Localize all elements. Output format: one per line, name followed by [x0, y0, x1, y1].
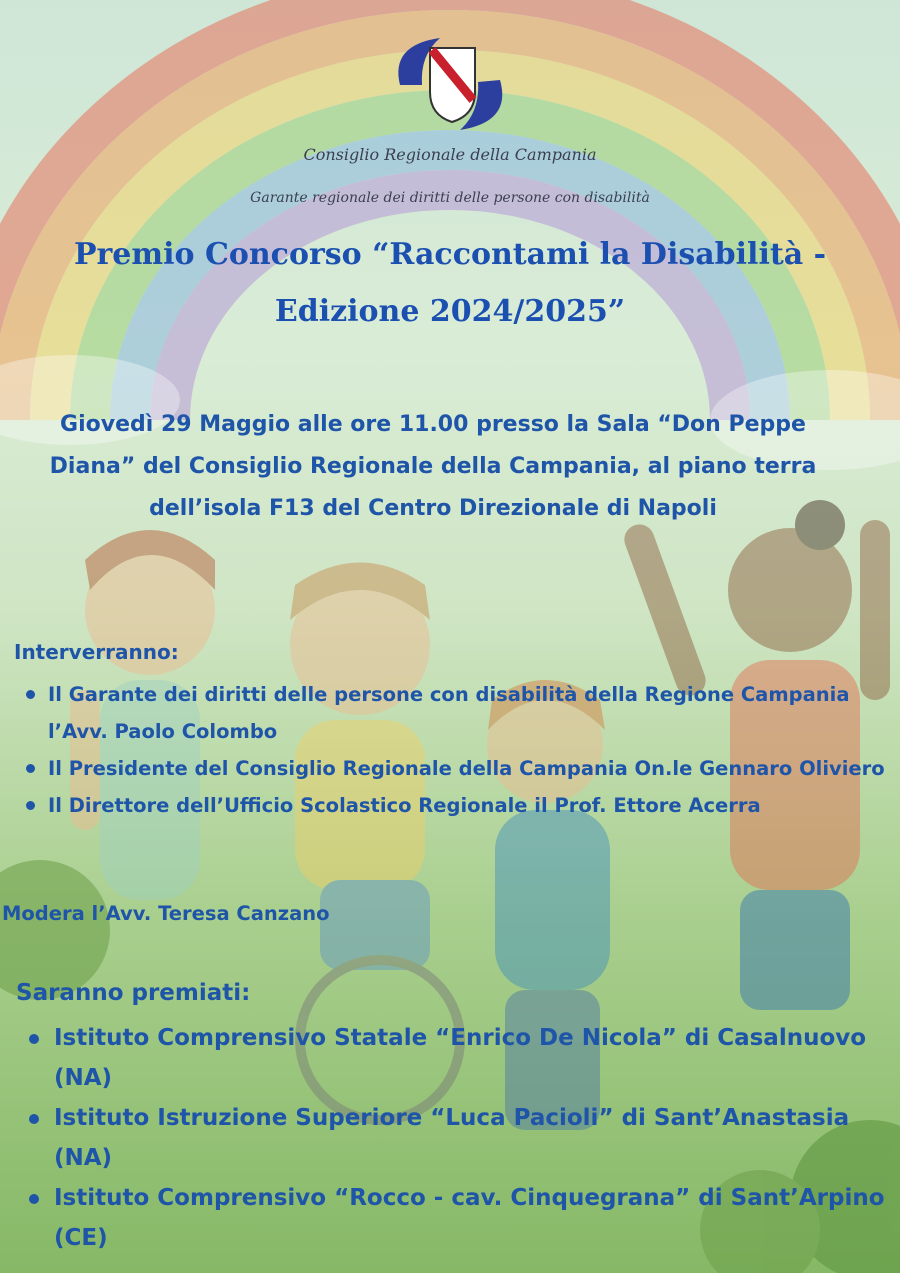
speaker-item: Il Presidente del Consiglio Regionale della Campania On.le Gennaro Oliviero — [22, 750, 892, 787]
campania-region-emblem — [380, 30, 520, 135]
event-title: Premio Concorso “Raccontami la Disabilità - Edizione 2024/2025” — [73, 237, 827, 329]
speaker-item: Il Garante dei diritti delle persone con disabilità della Regione Campania l’Avv. Paolo Colombo — [22, 676, 892, 750]
awards-heading: Saranno premiati: — [16, 980, 251, 1006]
event-details: Giovedì 29 Maggio alle ore 11.00 presso la Sala “Don Peppe Diana” del Consiglio Regionale della Campania, al piano terra dell’isola F13 del Centro Direzionale di Napoli — [49, 412, 817, 521]
award-item: Istituto Comprensivo “Rocco - cav. Cinquegrana” di Sant’Arpino (CE) — [26, 1178, 886, 1258]
org-name: Consiglio Regionale della Campania — [303, 145, 597, 164]
speaker-item: Il Direttore dell’Ufficio Scolastico Regionale il Prof. Ettore Acerra — [22, 787, 892, 824]
awards-list — [26, 1018, 886, 1258]
speakers-heading: Interverranno: — [14, 640, 179, 664]
garante-subtitle: Garante regionale dei diritti delle persone con disabilità — [250, 190, 650, 206]
moderator-line: Modera l’Avv. Teresa Canzano — [2, 902, 330, 925]
award-item: Istituto Istruzione Superiore “Luca Pacioli” di Sant’Anastasia (NA) — [26, 1098, 886, 1178]
speakers-list — [22, 676, 892, 824]
award-item: Istituto Comprensivo Statale “Enrico De Nicola” di Casalnuovo (NA) — [26, 1018, 886, 1098]
